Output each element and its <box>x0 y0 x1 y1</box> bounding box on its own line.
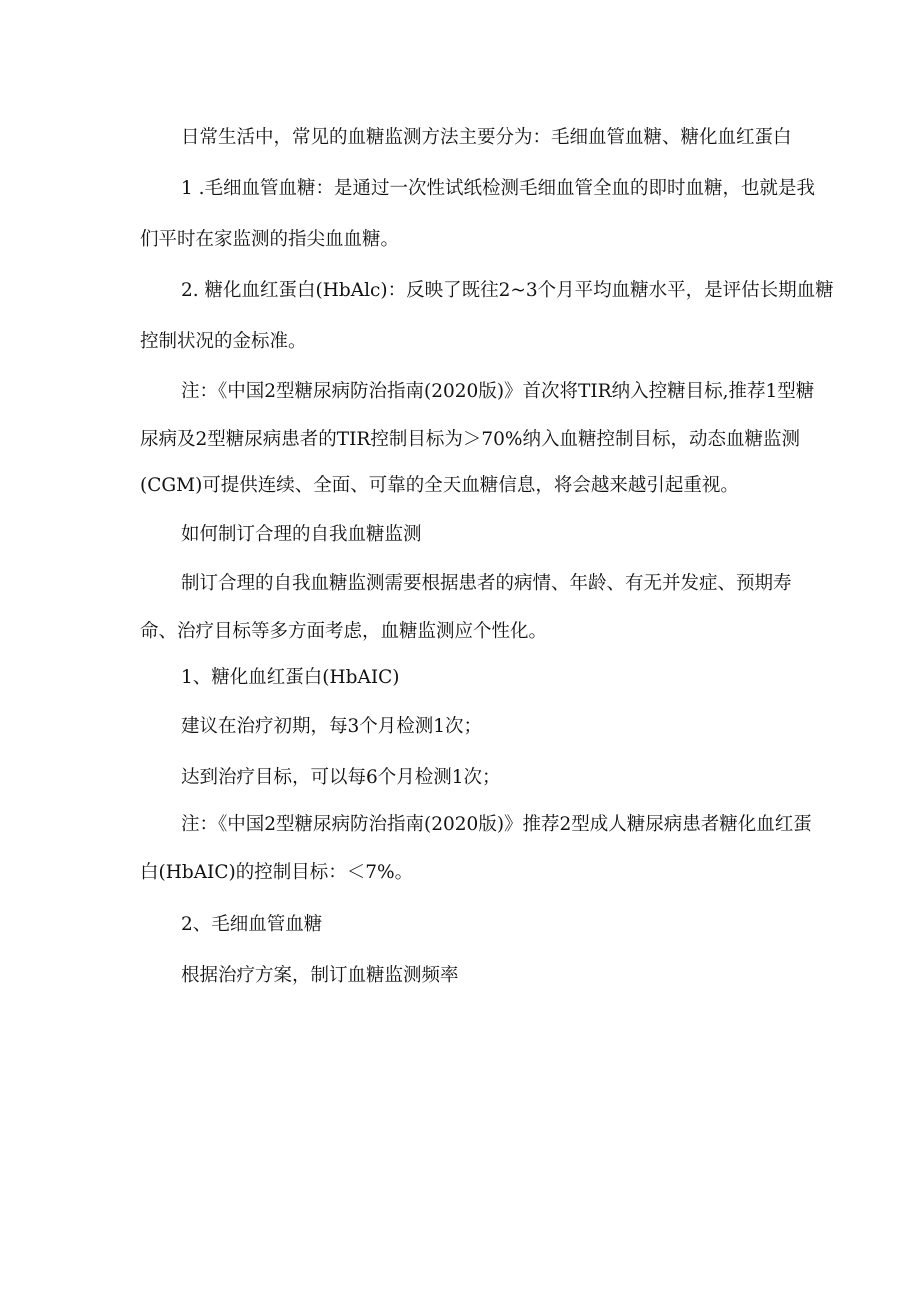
paragraph-frequency: 根据治疗方案，制订血糖监测频率 <box>181 965 459 986</box>
note-tir-line1: 注：《中国2型糖尿病防治指南(2020版)》首次将TIR纳入控糖目标,推荐1型糖 <box>181 381 815 402</box>
list-item-initial: 建议在治疗初期，每3个月检测1次； <box>181 716 483 737</box>
paragraph-capillary-line1: 1 .毛细血管血糖：是通过一次性试纸检测毛细血管全血的即时血糖，也就是我 <box>181 178 816 199</box>
paragraph-plan-line1: 制订合理的自我血糖监测需要根据患者的病情、年龄、有无并发症、预期寿 <box>181 573 792 594</box>
paragraph-capillary-line2: 们平时在家监测的指尖血血糖。 <box>140 229 400 250</box>
paragraph-plan-line2: 命、治疗目标等多方面考虑，血糖监测应个性化。 <box>140 621 548 642</box>
section-heading: 如何制订合理的自我血糖监测 <box>181 524 422 545</box>
list-item-target: 达到治疗目标，可以每6个月检测1次； <box>181 767 501 788</box>
note-guideline-line1: 注：《中国2型糖尿病防治指南(2020版)》推荐2型成人糖尿病患者糖化血红蛋 <box>181 814 812 835</box>
paragraph-hba1c-line2: 控制状况的金标准。 <box>140 331 307 352</box>
note-tir-line3: (CGM)可提供连续、全面、可靠的全天血糖信息，将会越来越引起重视。 <box>140 475 739 496</box>
note-guideline-line2: 白(HbAIC)的控制目标：＜7%。 <box>140 862 414 883</box>
note-tir-line2: 尿病及2型糖尿病患者的TIR控制目标为＞70%纳入血糖控制目标，动态血糖监测 <box>140 429 800 450</box>
subheading-hba1c: 1、糖化血红蛋白(HbAIC) <box>181 667 400 688</box>
paragraph-hba1c-line1: 2. 糖化血红蛋白(HbAlc)：反映了既往2~3个月平均血糖水平，是评估长期血糖 <box>181 280 834 301</box>
paragraph-intro: 日常生活中，常见的血糖监测方法主要分为：毛细血管血糖、糖化血红蛋白 <box>181 127 792 148</box>
subheading-capillary: 2、毛细血管血糖 <box>181 914 323 935</box>
